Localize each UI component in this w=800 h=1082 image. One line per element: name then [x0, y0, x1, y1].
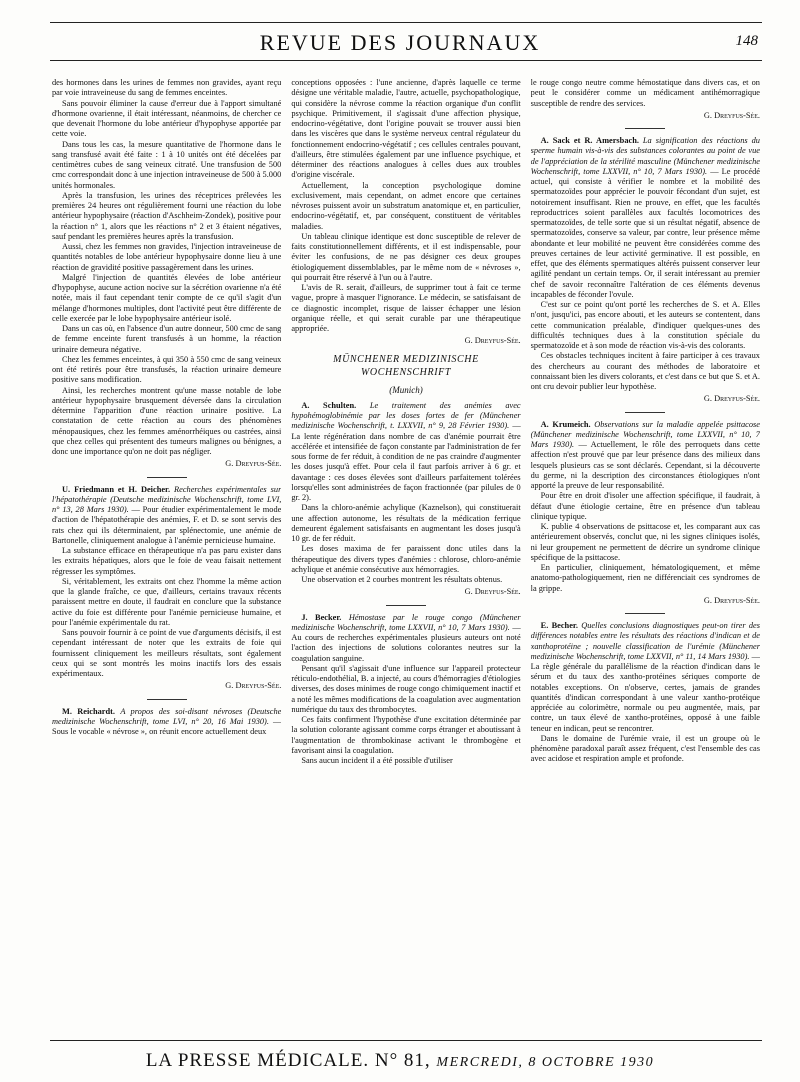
paragraph: Après la transfusion, les urines des réceptrices prélevées les premières 24 heures ont régulièrement fourni une réaction du lobe antérieur hypophysaire (réaction d'Aschheim-Zondek), positive pour la réaction n° 1, alors que les réactions n° 2 et 3 étaient négatives, sauf pendant les premières heures après la transfusion. — [52, 190, 282, 241]
signature: G. Dreyfus-Sée. — [225, 681, 282, 691]
article-reference: (Münchener medizinische Wochenschrift, t. LXXVII, n° 9, 28 Février 1930). — [291, 411, 521, 431]
signature: G. Dreyfus-Sée. — [703, 110, 760, 120]
paragraph: des hormones dans les urines de femmes non gravides, ayant reçu par voie intraveineuse du sang de femmes enceintes. — [52, 78, 282, 98]
article-text: — Le procédé actuel, qui consiste à vérifier le nombre et la mobilité des spermatozoïdes pour apprécier le pouvoir fécondant d'un sujet, est notoirement insuffisant. Rien ne prouve, en effet, que les facultés reproductrices soient parallèles aux facultés locomotrices des spermatozoïdes, de telle sorte que si un résultat négatif, absence de spermatozoïdes, conserve sa valeur, par contre, leur présence même abondante et leur mobilité ne peuvent être considérées comme des preuves certaines de leur activité germinative. Il est possible, en effet, que des éléments spermatiques altérés puissent conserver leur agilité pendant un certain temps. Or, il serait intéressant au premier chef de savoir reconnaître l'altération de ces éléments devenus incapables de féconder l'ovule. — [530, 166, 760, 299]
article-abstract — [291, 401, 520, 504]
signature: G. Dreyfus-Sée. — [464, 587, 521, 597]
paragraph: L'avis de R. serait, d'ailleurs, de supprimer tout à fait ce terme vague, propre à masquer l'ignorance. Le médecin, se satisfaisant de ce diagnostic incomplet, risque de laisser échapper une lésion organique réelle, et qui serait curable par une thérapeutique appropriée. — [291, 283, 521, 333]
paragraph: Dans la chloro-anémie achylique (Kaznelson), qui constituerait une affection autonome, les résultats de la médication ferrique demeurent également satisfaisants en augmentant les doses jusqu'à 10 gr. de fer réduit. — [291, 503, 521, 543]
article-abstract — [531, 136, 760, 300]
paragraph: Un tableau clinique identique est donc susceptible de relever de faits constitutionnellement différents, et il est indispensable, pour éviter les confusions, de ne pas désigner ces deux groupes étiologiquement dissemblables, par le même nom de « névroses », qui pourrait être réservé à l'un ou à l'autre. — [291, 231, 521, 282]
paragraph: Malgré l'injection de quantités élevées de lobe antérieur d'hypophyse, aucune action nocive sur la sécrétion ovarienne n'a été notée, mais il faut cependant tenir compte de ce qu'il s'agit d'un mélange d'hormones multiples, dont l'activité peut être différente de celle exercée par le lobe hypophysaire antérieur isolé. — [52, 272, 282, 323]
paragraph: K. publie 4 observations de psittacose et, les comparant aux cas antérieurement observés, conclut que, ni les signes cliniques isolés, ni leur groupement ne permettent de décrire un syndrome clinique spécifique de la psittacose. — [530, 522, 760, 562]
paragraph: En particulier, cliniquement, hématologiquement, et même anatomo-pathologiquement, rien ne différenciait ces syndromes de la grippe. — [530, 563, 760, 593]
article-title: Recherches expérimentales sur l'hépatothérapie — [52, 484, 282, 504]
article-authors: A. Krumeich. — [540, 419, 591, 429]
paragraph: Dans tous les cas, la mesure quantitative de l'hormone dans le sang transfusé avait été faite : 1 à 10 unités ont été décelées par centimètres cubes de sang veineux citraté. Une transfusion de 500 cmc correspondait donc à une injection intraveineuse de 500 à 5.000 unités hormonales. — [52, 139, 282, 190]
article-text: — Actuellement, le rôle des perroquets dans cette affection n'est prouvé que par leur présence dans des milieux dans lesquels plusieurs cas se sont déclarés. Cependant, si la découverte du germe, ni la description des circonstances étiologiques n'ont apporté la preuve de leur responsabilité. — [530, 440, 760, 490]
paragraph: Sans aucun incident il a été possible d'utiliser — [301, 756, 453, 765]
article-authors: M. Reichardt. — [62, 706, 116, 716]
article-title: Hémostase par le rouge congo — [348, 612, 473, 622]
footer — [0, 1050, 800, 1072]
paragraph: Chez les femmes enceintes, à qui 350 à 550 cmc de sang veineux ont été retirés pour être transfusés, la réaction urinaire demeure positive sans modification. — [52, 354, 282, 385]
article-abstract — [52, 485, 281, 547]
page-number: 148 — [735, 33, 758, 49]
paragraph: Pour être en droit d'isoler une affection spécifique, il faudrait, à défaut d'une étiologie certaine, être en présence d'un tableau clinique typique. — [530, 491, 760, 521]
header-rule-top — [50, 22, 762, 23]
paragraph: le rouge congo neutre comme hémostatique dans divers cas, et on peut le considérer comme un médicament antihémorragique susceptible de rendre des services. — [530, 78, 760, 108]
article-reference: (Münchener medizinische Wochenschrift, tome LXXVII, n° 10, 7 Mars 1930). — [530, 429, 760, 449]
separator — [625, 613, 665, 614]
signature: G. Dreyfus-Sée. — [225, 459, 282, 469]
article-abstract — [531, 621, 760, 734]
paragraph: Ces obstacles techniques incitent à faire participer à ces travaux des chercheurs au courant des méthodes de laboratoire et connaissant bien les divers colorants, et c'est dans ce but que S. et A. ont cru devoir publier leur hypothèse. — [530, 351, 760, 391]
paragraph: C'est sur ce point qu'ont porté les recherches de S. et A. Elles n'ont, jusqu'ici, pas encore abouti, et les auteurs se contentent, dans cette communication préalable, d'indiquer quelques-unes des difficultés techniques dues à la constitution spéciale du spermatozoïde et à son mode de réaction vis-à-vis des colorants. — [530, 300, 760, 350]
article-reference: (Münchener medizinische Wochenschrift, tome LXXVII, n° 10, 7 Mars 1930). — [291, 612, 521, 632]
article-reference: (Deutsche medizinische Wochenschrift, tome LVI, n° 20, 16 Mai 1930). — [52, 706, 282, 726]
footer-rule — [50, 1040, 762, 1041]
paragraph: Si, véritablement, les extraits ont chez l'homme la même action que la glande fraîche, ce que, d'ailleurs, certains travaux récents paraissent mettre en doute, il faudrait en conclure que la substance active du foie est différente pour l'anémie pernicieuse humaine, et pour l'anémie expérimentale du rat. — [52, 576, 282, 627]
paragraph: Aussi, chez les femmes non gravides, l'injection intraveineuse de quantités notables de lobe antérieur hypophysaire donne lieu à une réaction de gravidité positive passagèrement dans les urines. — [52, 242, 282, 272]
separator — [147, 699, 187, 700]
article-text: — Pour étudier expérimentalement le mode d'action de l'hépatothérapie des anémies, F. et D. se sont servis des rats chez qui ils déterminaient, par splénectomie, une anémie de Bartonelle, cliniquement analogue à l'anémie pernicieuse humaine. — [52, 505, 282, 545]
article-columns — [52, 78, 760, 1028]
journal-city: (Munich) — [389, 384, 423, 395]
article-reference: (Deutsche medizinische Wochenschrift, tome LVI, n° 13, 28 Mars 1930). — [52, 494, 282, 514]
separator — [625, 412, 665, 413]
footer-date: MERCREDI, 8 OCTOBRE 1930 — [436, 1055, 655, 1070]
paragraph: La substance efficace en thérapeutique n'a pas paru exister dans les extraits hépatiques, alors que le foie de veau faisait nettement régresser les symptômes. — [52, 546, 282, 576]
article-abstract — [52, 707, 281, 738]
paragraph: Sans pouvoir fournir à ce point de vue d'arguments décisifs, il est cependant intéressant de noter que les extraits de foie qui fournissent cliniquement les meilleurs résultats, sont également ceux qui se sont montrés les moins inactifs lors des essais expérimentaux. — [52, 628, 282, 678]
article-abstract — [531, 420, 760, 492]
article-title: Quelles conclusions diagnostiques peut-on tirer des différences notables entre les résultats des réactions d'indican et de xanthoprotéine ; nouvelle classification de l'urémie — [530, 621, 760, 651]
column-2 — [291, 78, 520, 1028]
header-title: REVUE DES JOURNAUX — [259, 30, 541, 55]
paragraph: Actuellement, la conception psychologique domine exclusivement, mais cependant, on admet encore que certaines névroses puissent avoir un substratum anatomique et, en particulier, endocrino-végétatif, et, par conséquent, constituent de véritables maladies. — [291, 180, 521, 231]
paragraph: conceptions opposées : l'une ancienne, d'après laquelle ce terme désigne une véritable maladie, l'autre, actuelle, psychopathologique, qui considère la névrose comme la réaction organique d'un conflit psychique. Primitivement, il s'agissait d'une affection physique, endocrino-végétative, dont l'origine pouvait se trouver aussi bien dans les viscères que dans le système nerveux central régulateur du fonctionnement endocrino-végétatif ; ces cellules centrales pouvant, d'ailleurs, être stimulées également par une influence psychique, et déterminer des réactions analogues à celles dues aux troubles d'origine viscérale. — [291, 78, 521, 180]
paragraph: Dans le domaine de l'urémie vraie, il est un groupe où le phénomène paradoxal paraît assez fréquent, c'est l'ensemble des cas avec acidose et respiration ample et profonde. — [530, 733, 760, 764]
paragraph: Les doses maxima de fer paraissent donc utiles dans la thérapeutique des divers types d'anémies : chlorose, chloro-anémie achylique et anémie consécutive aux hémorragies. — [291, 544, 521, 574]
article-text: — La règle générale du parallélisme de la réaction d'indican dans le sérum et du taux des xantho-protéines sériques comporte de notables exceptions. On n'observe, certes, jamais de grandes quantités d'indican correspondant à une valeur xantho-protéique appréciée au colorimètre, normale ou peu augmentée, mais, par contre, un taux élevé de xantho-protéines, opposé à une faible teneur en indican, peut se rencontrer. — [530, 651, 760, 733]
article-authors: A. Sack et R. Amersbach. — [540, 136, 639, 145]
article-title: Le traitement des anémies avec hypohémoglobinémie par les doses fortes de fer — [291, 400, 521, 420]
separator — [386, 605, 426, 606]
article-title: Observations sur la maladie appelée psittacose — [594, 419, 760, 429]
column-3 — [531, 78, 760, 1028]
journal-heading: MÜNCHENER MEDIZINISCHE WOCHENSCHRIFT — [333, 353, 479, 378]
signature: G. Dreyfus-Sée. — [464, 336, 521, 346]
paragraph: Dans un cas où, en l'absence d'un autre donneur, 500 cmc de sang de femme enceinte furent transfusés à un homme, la réaction urinaire demeura négative. — [52, 324, 282, 354]
paragraph: Ainsi, les recherches montrent qu'une masse notable de lobe antérieur hypophysaire brusquement déversée dans la circulation détermine l'apparition d'une réaction urinaire positive. La constatation de cette réaction au cours des phénomènes ménopausiques, chez les femmes aménorrhéiques ou castrées, ainsi que chez celles qui présentent des tumeurs malignes ou bénignes, a donc une importance qu'on ne doit pas négliger. — [52, 385, 282, 456]
article-text: — Sous le vocable « névrose », on réunit encore actuellement deux — [52, 716, 282, 736]
article-reference: (Münchener medizinische Wochenschrift, tome LXXVII, n° 10, 7 Mars 1930). — [530, 156, 760, 176]
paragraph: Ces faits confirment l'hypothèse d'une excitation déterminée par la solution colorante agissant comme corps étranger et aboutissant à l'augmentation de thrombokinase activant le thrombogène et favorisant ainsi la coagulation. — [291, 715, 521, 755]
article-text: — La lente régénération dans nombre de cas d'anémie pourrait être accélérée et intensifiée de façon constante par l'administration de fer sous forme de fer réduit, à condition de ne pas craindre d'augmenter les doses jusqu'à effet. Pour cela il faut parfois arriver à 6 gr. et davantage : ces doses élevées sont d'ailleurs parfaitement tolérées lorsqu'elles sont administrées de façon fractionnée (par pilules de 0 gr. 2). — [291, 421, 521, 502]
paragraph: Une observation et 2 courbes montrent les résultats obtenus. — [301, 575, 503, 584]
paragraph: Pensant qu'il s'agissait d'une influence sur l'appareil protecteur réticulo-endothélial, B. a injecté, au cours d'hémorragies d'étiologies diverses, des doses minimes de rouge congo chimiquement inactif et a noté les mêmes modifications de la coagulation avec augmentation numérique du taux des thrombocytes. — [291, 663, 521, 714]
footer-journal: LA PRESSE MÉDICALE. N° 81, — [145, 1050, 431, 1071]
article-authors: A. Schulten. — [301, 400, 357, 410]
article-authors: U. Friedmann et H. Deicher. — [62, 484, 171, 494]
header-rule-bottom — [50, 60, 762, 61]
article-text: — Au cours de recherches expérimentales plusieurs auteurs ont noté l'action des injections de solutions colorantes neutres sur la coagulation sanguine. — [291, 622, 521, 663]
separator — [625, 128, 665, 129]
article-authors: E. Becher. — [540, 621, 578, 630]
article-reference: (Münchener medizinische Wochenschrift, tome LXXVII, n° 11, 14 Mars 1930). — [530, 641, 760, 661]
article-title: La signification des réactions du sperme humain vis-à-vis des substances colorantes au point de vue de l'appréciation de la stérilité masculine — [530, 136, 760, 166]
separator — [147, 477, 187, 478]
column-1 — [52, 78, 281, 1028]
signature: G. Dreyfus-Sée. — [703, 394, 760, 404]
paragraph: Sans pouvoir éliminer la cause d'erreur due à l'apport simultané d'hormone ovarienne, il était intéressant, néanmoins, de chercher ce que devenait l'hormone du lobe antérieur d'hypophyse apportée par cette voie. — [52, 98, 282, 139]
signature: G. Dreyfus-Sée. — [703, 595, 760, 605]
article-authors: J. Becker. — [301, 612, 342, 622]
article-title: A propos des soi-disant névroses — [120, 706, 243, 716]
article-abstract — [291, 613, 520, 664]
